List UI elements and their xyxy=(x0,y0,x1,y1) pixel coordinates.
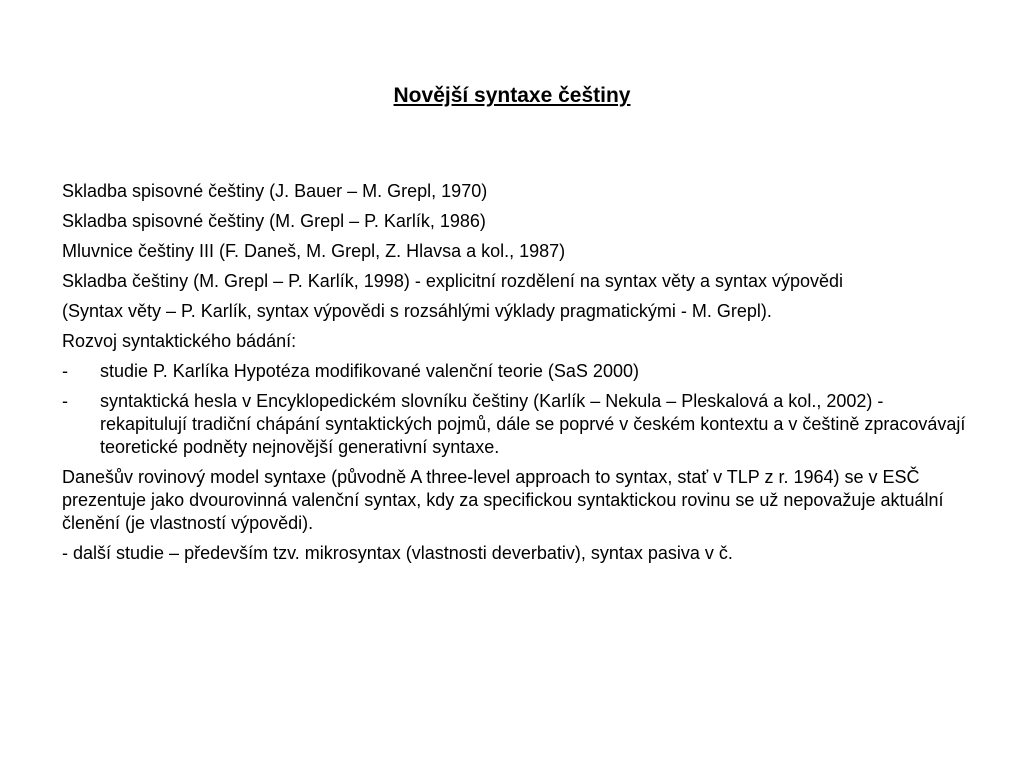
bullet-item-encyklopedie xyxy=(62,390,968,459)
paragraph-grepl-karlik-1986: Skladba spisovné češtiny (M. Grepl – P. Karlík, 1986) xyxy=(62,211,486,231)
paragraph-syntax-vety: (Syntax věty – P. Karlík, syntax výpovědi s rozsáhlými výklady pragmatickými - M. Grepl). xyxy=(62,301,772,321)
paragraph-dalsi-studie: - další studie – především tzv. mikrosyntax (vlastnosti deverbativ), syntax pasiva v č. xyxy=(62,543,733,563)
paragraph-rozvoj: Rozvoj syntaktického bádání: xyxy=(62,331,297,351)
bullet-item-karlik-studie xyxy=(62,360,968,383)
slide-title: Novější syntaxe češtiny xyxy=(393,84,631,107)
bullet-text: syntaktická hesla v Encyklopedickém slovníku češtiny (Karlík – Nekula – Pleskalová a kol., 2002) - rekapitulují tradiční chápání syntaktických pojmů, dále se poprvé v českém kontextu a v češtině zpracovávají teoretické podněty nejnovější generativní syntaxe. xyxy=(100,391,966,457)
bullet-text: studie P. Karlíka Hypotéza modifikované valenční teorie (SaS 2000) xyxy=(100,361,639,381)
paragraph-skladba-1998: Skladba češtiny (M. Grepl – P. Karlík, 1998) - explicitní rozdělení na syntax věty a syntax výpovědi xyxy=(62,271,844,291)
paragraph-bauer-grepl: Skladba spisovné češtiny (J. Bauer – M. Grepl, 1970) xyxy=(62,181,488,201)
slide-body xyxy=(62,180,968,572)
bullet-dash: - xyxy=(62,361,68,381)
paragraph-mluvnice: Mluvnice češtiny III (F. Daneš, M. Grepl, Z. Hlavsa a kol., 1987) xyxy=(62,241,566,261)
bullet-dash: - xyxy=(62,391,68,411)
paragraph-danes: Danešův rovinový model syntaxe (původně A three-level approach to syntax, stať v TLP z r. 1964) se v ESČ prezentuje jako dvourovinná valenční syntax, kdy za specifickou syntaktickou rovinu se už nepovažuje aktuální členění (je vlastností výpovědi). xyxy=(62,467,944,533)
